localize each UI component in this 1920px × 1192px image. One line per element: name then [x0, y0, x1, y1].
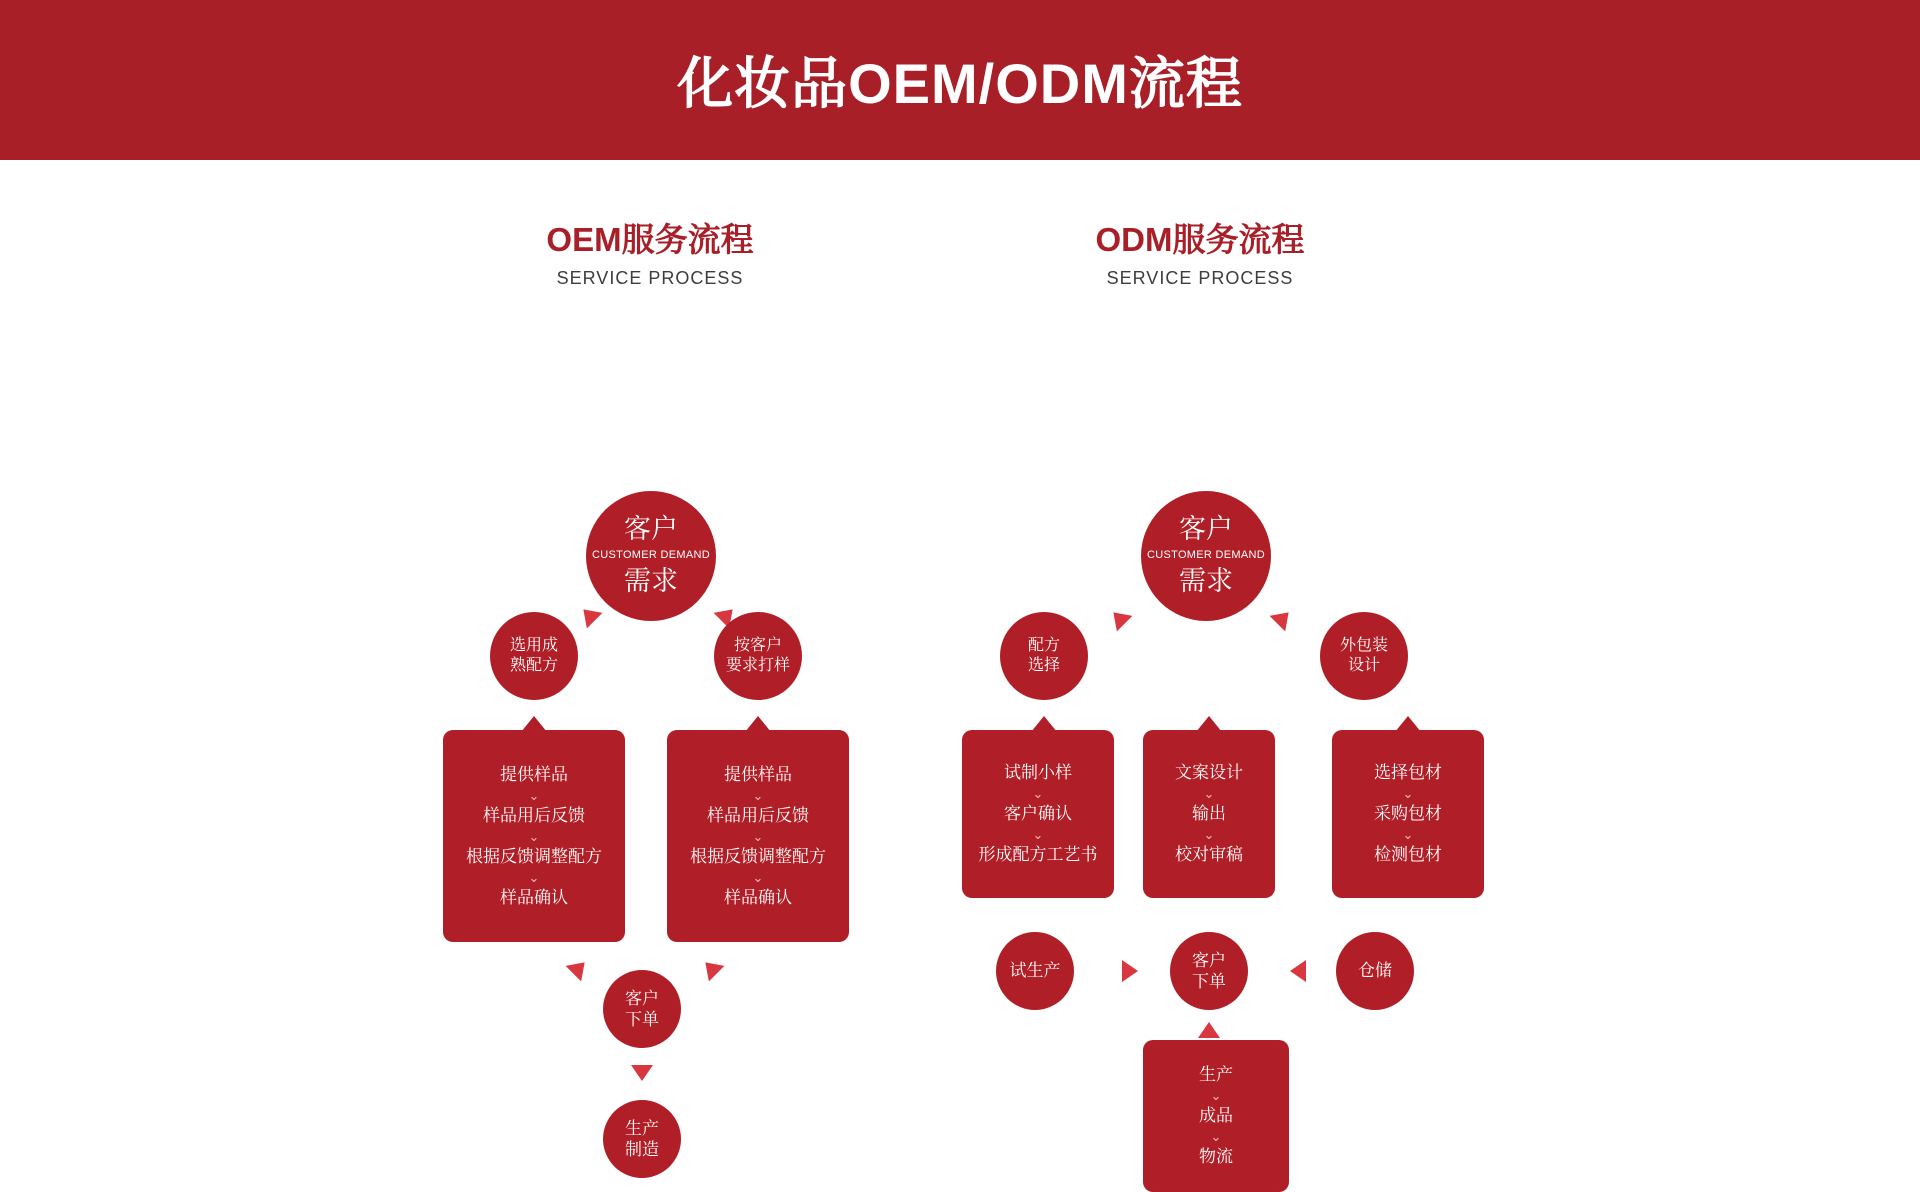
odm-mid-step-1: 文案设计: [1175, 763, 1243, 782]
oem-left-step-3: 根据反馈调整配方: [466, 846, 602, 866]
odm-arrow-trial-to-order-icon: [1122, 960, 1138, 982]
chevron-down-icon: ⌄: [528, 787, 540, 803]
chevron-down-icon: ⌄: [1203, 786, 1215, 801]
chevron-down-icon: ⌄: [1402, 786, 1414, 801]
odm-mid-step-2: 输出: [1192, 804, 1226, 823]
odm-middle-process-box: [1143, 730, 1275, 898]
chevron-down-icon: ⌄: [752, 869, 764, 885]
odm-right-step-1: 选择包材: [1374, 763, 1442, 782]
odm-mid-step-3: 校对审稿: [1175, 845, 1243, 864]
odm-package-design-line1: 外包装: [1339, 637, 1388, 654]
odm-customer-demand-line1: 客户: [1179, 514, 1233, 545]
odm-package-design-line2: 设计: [1347, 657, 1380, 674]
odm-left-process-box: [962, 730, 1114, 898]
odm-formula-select-line2: 选择: [1027, 657, 1060, 674]
chevron-down-icon: ⌄: [1032, 827, 1044, 842]
oem-arrow-left-to-order-icon: [566, 955, 593, 982]
odm-order-line1: 客户: [1192, 950, 1226, 970]
odm-customer-demand-line3: 需求: [1179, 565, 1233, 596]
oem-right-step-2: 样品用后反馈: [707, 805, 809, 825]
odm-package-design-node: [1320, 612, 1408, 700]
odm-right-step-3: 检测包材: [1374, 845, 1442, 864]
page-title: 化妆品OEM/ODM流程: [677, 52, 1243, 115]
odm-title-cn: ODM服务流程: [1095, 221, 1305, 258]
oem-order-line1: 客户: [625, 988, 659, 1008]
oem-arrow-order-to-produce-icon: [631, 1065, 653, 1081]
oem-branch-left-node: [490, 612, 578, 700]
odm-warehouse-node: [1336, 932, 1414, 1010]
oem-branch-right-node: [714, 612, 802, 700]
oem-left-step-2: 样品用后反馈: [483, 805, 585, 825]
odm-arrow-demand-to-formula-icon: [1106, 605, 1133, 632]
oem-customer-demand-line1: 客户: [624, 514, 678, 545]
chevron-down-icon: ⌄: [1210, 1129, 1222, 1144]
oem-right-step-4: 样品确认: [724, 887, 792, 907]
oem-left-box-tail-icon: [521, 716, 547, 732]
oem-right-step-1: 提供样品: [724, 764, 792, 784]
oem-customer-demand-line3: 需求: [624, 565, 678, 596]
oem-title-cn: OEM服务流程: [546, 221, 754, 258]
odm-trial-production-node: [996, 932, 1074, 1010]
oem-production-node: [603, 1100, 681, 1178]
odm-order-line2: 下单: [1192, 972, 1226, 991]
odm-warehouse-line1: 仓储: [1358, 961, 1392, 981]
oem-branch-left-line1: 选用成: [509, 637, 558, 654]
chevron-down-icon: ⌄: [528, 869, 540, 885]
chevron-down-icon: ⌄: [1032, 786, 1044, 801]
odm-order-node: [1170, 932, 1248, 1010]
odm-left-step-3: 形成配方工艺书: [978, 845, 1098, 864]
odm-left-step-2: 客户确认: [1004, 804, 1072, 823]
oem-arrow-right-to-order-icon: [698, 955, 725, 982]
odm-customer-demand-node: [1141, 491, 1271, 621]
oem-arrow-demand-to-left-icon: [576, 602, 603, 629]
oem-left-step-4: 样品确认: [500, 887, 568, 907]
oem-branch-right-line2: 要求打样: [725, 657, 790, 674]
oem-customer-demand-line2: CUSTOMER DEMAND: [592, 549, 710, 562]
odm-formula-select-node: [1000, 612, 1088, 700]
odm-bottom-step-2: 成品: [1199, 1106, 1233, 1125]
diagram-canvas: [0, 160, 1920, 1177]
odm-title-en: SERVICE PROCESS: [1106, 268, 1294, 288]
odm-arrow-warehouse-to-order-icon: [1290, 960, 1306, 982]
odm-right-box-tail-icon: [1395, 716, 1421, 732]
chevron-down-icon: ⌄: [752, 787, 764, 803]
oem-right-step-3: 根据反馈调整配方: [690, 846, 826, 866]
odm-bottom-step-3: 物流: [1199, 1147, 1233, 1166]
odm-bottom-process-box: [1143, 1040, 1289, 1192]
oem-customer-demand-node: [586, 491, 716, 621]
oem-title-en: SERVICE PROCESS: [556, 268, 744, 288]
odm-arrow-bottom-to-order-icon: [1198, 1022, 1220, 1038]
page-banner: [0, 0, 1920, 160]
oem-left-process-box: [443, 730, 625, 942]
odm-left-box-tail-icon: [1031, 716, 1057, 732]
oem-right-box-tail-icon: [745, 716, 771, 732]
odm-middle-box-tail-icon: [1196, 716, 1222, 732]
odm-arrow-demand-to-package-icon: [1270, 605, 1297, 632]
oem-order-node: [603, 970, 681, 1048]
oem-column-title: [450, 220, 850, 289]
odm-right-step-2: 采购包材: [1374, 804, 1442, 823]
chevron-down-icon: ⌄: [1203, 827, 1215, 842]
odm-trial-production-line1: 试生产: [1009, 961, 1061, 981]
odm-bottom-step-1: 生产: [1199, 1065, 1233, 1084]
odm-column-title: [1000, 220, 1400, 289]
oem-branch-right-line1: 按客户: [733, 637, 782, 654]
odm-left-step-1: 试制小样: [1004, 763, 1072, 782]
odm-customer-demand-line2: CUSTOMER DEMAND: [1147, 549, 1265, 562]
odm-right-process-box: [1332, 730, 1484, 898]
chevron-down-icon: ⌄: [752, 828, 764, 844]
chevron-down-icon: ⌄: [528, 828, 540, 844]
chevron-down-icon: ⌄: [1210, 1088, 1222, 1103]
oem-left-step-1: 提供样品: [500, 764, 568, 784]
oem-production-line2: 制造: [625, 1140, 659, 1159]
odm-formula-select-line1: 配方: [1027, 637, 1060, 654]
chevron-down-icon: ⌄: [1402, 827, 1414, 842]
oem-production-line1: 生产: [625, 1118, 659, 1138]
oem-branch-left-line2: 熟配方: [509, 657, 558, 674]
oem-order-line2: 下单: [625, 1010, 659, 1029]
oem-right-process-box: [667, 730, 849, 942]
